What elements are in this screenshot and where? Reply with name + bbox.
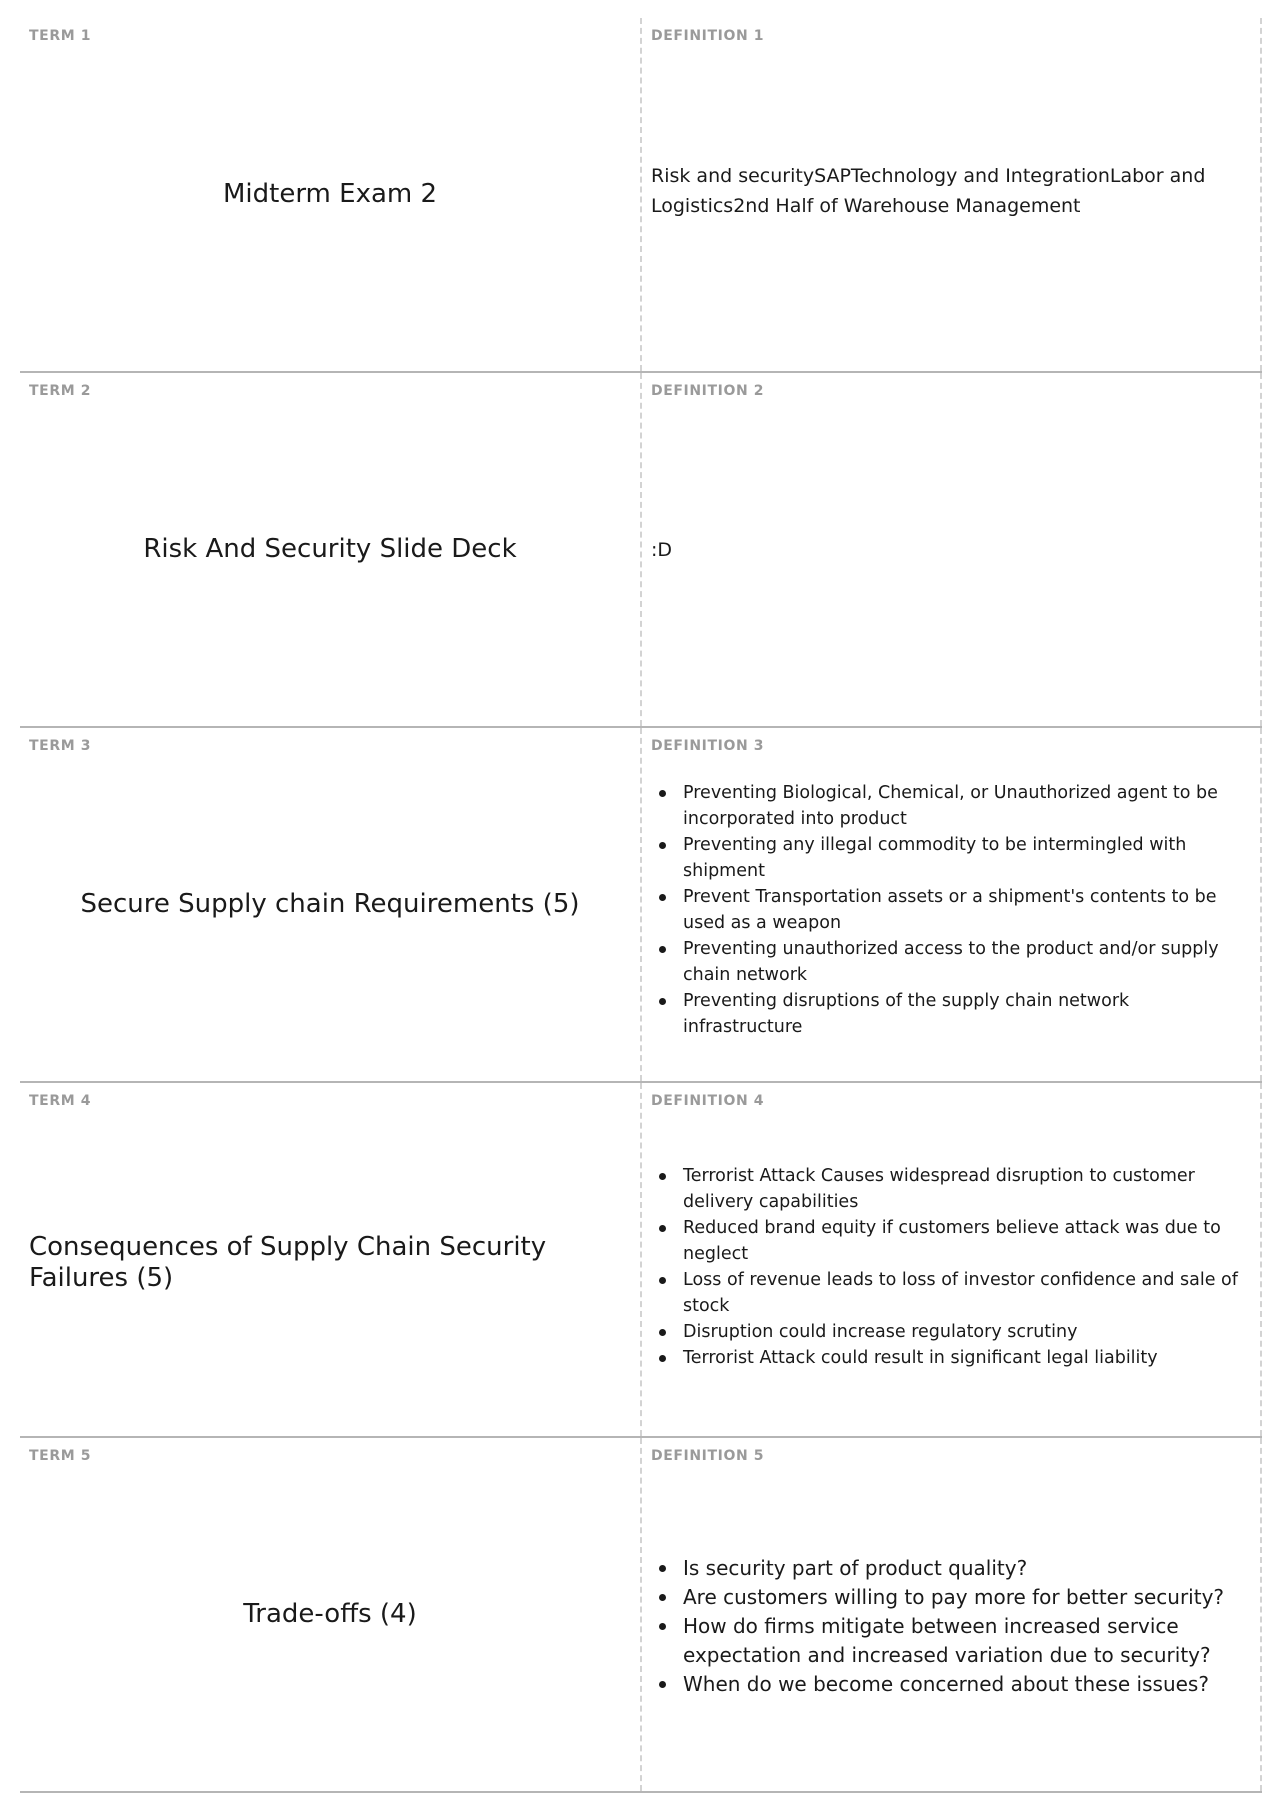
term-cell	[20, 1438, 642, 1791]
list-item: Are customers willing to pay more for better security?	[651, 1583, 1252, 1612]
definition-cell	[642, 18, 1262, 371]
term-label: TERM 2	[29, 383, 92, 399]
definition-list	[642, 1554, 1260, 1699]
term-text: Trade-offs (4)	[243, 1599, 417, 1629]
list-item: Preventing disruptions of the supply chain network infrastructure	[651, 988, 1252, 1040]
flashcard-row	[20, 1438, 1262, 1793]
list-item: Is security part of product quality?	[651, 1554, 1252, 1583]
list-item: Preventing any illegal commodity to be intermingled with shipment	[651, 832, 1252, 884]
list-item: Reduced brand equity if customers believe attack was due to neglect	[651, 1215, 1252, 1267]
definition-text: Risk and securitySAPTechnology and IntegrationLabor and Logistics2nd Half of Warehouse Management	[651, 164, 1206, 217]
definition-text: :D	[651, 538, 673, 561]
definition-cell	[642, 373, 1262, 726]
flashcard-sheet	[20, 18, 1262, 1793]
term-text: Risk And Security Slide Deck	[143, 534, 517, 564]
term-text: Consequences of Supply Chain Security Failures (5)	[29, 1231, 547, 1293]
list-item: Disruption could increase regulatory scrutiny	[651, 1319, 1252, 1345]
definition-list	[642, 1163, 1260, 1371]
list-item: Preventing Biological, Chemical, or Unauthorized agent to be incorporated into product	[651, 780, 1252, 832]
definition-label: DEFINITION 4	[651, 1093, 765, 1109]
term-cell	[20, 373, 642, 726]
definition-label: DEFINITION 5	[651, 1448, 765, 1464]
list-item: Preventing unauthorized access to the product and/or supply chain network	[651, 936, 1252, 988]
definition-label: DEFINITION 3	[651, 738, 765, 754]
list-item: When do we become concerned about these issues?	[651, 1670, 1252, 1699]
list-item: Terrorist Attack could result in significant legal liability	[651, 1345, 1252, 1371]
list-item: Terrorist Attack Causes widespread disruption to customer delivery capabilities	[651, 1163, 1252, 1215]
term-text: Midterm Exam 2	[222, 179, 438, 209]
list-item: Loss of revenue leads to loss of investor confidence and sale of stock	[651, 1267, 1252, 1319]
list-item: How do firms mitigate between increased service expectation and increased variation due to security?	[651, 1612, 1252, 1670]
definition-cell	[642, 728, 1262, 1081]
term-text: Secure Supply chain Requirements (5)	[80, 889, 580, 919]
term-cell	[20, 18, 642, 371]
flashcard-row	[20, 1083, 1262, 1438]
term-label: TERM 5	[29, 1448, 92, 1464]
definition-cell	[642, 1083, 1262, 1436]
definition-label: DEFINITION 2	[651, 383, 765, 399]
flashcard-row	[20, 373, 1262, 728]
term-label: TERM 4	[29, 1093, 92, 1109]
flashcard-row	[20, 728, 1262, 1083]
definition-list	[642, 780, 1260, 1040]
term-label: TERM 3	[29, 738, 92, 754]
term-cell	[20, 728, 642, 1081]
term-cell	[20, 1083, 642, 1436]
term-label: TERM 1	[29, 28, 92, 44]
list-item: Prevent Transportation assets or a shipment's contents to be used as a weapon	[651, 884, 1252, 936]
flashcard-row	[20, 18, 1262, 373]
definition-cell	[642, 1438, 1262, 1791]
definition-label: DEFINITION 1	[651, 28, 765, 44]
